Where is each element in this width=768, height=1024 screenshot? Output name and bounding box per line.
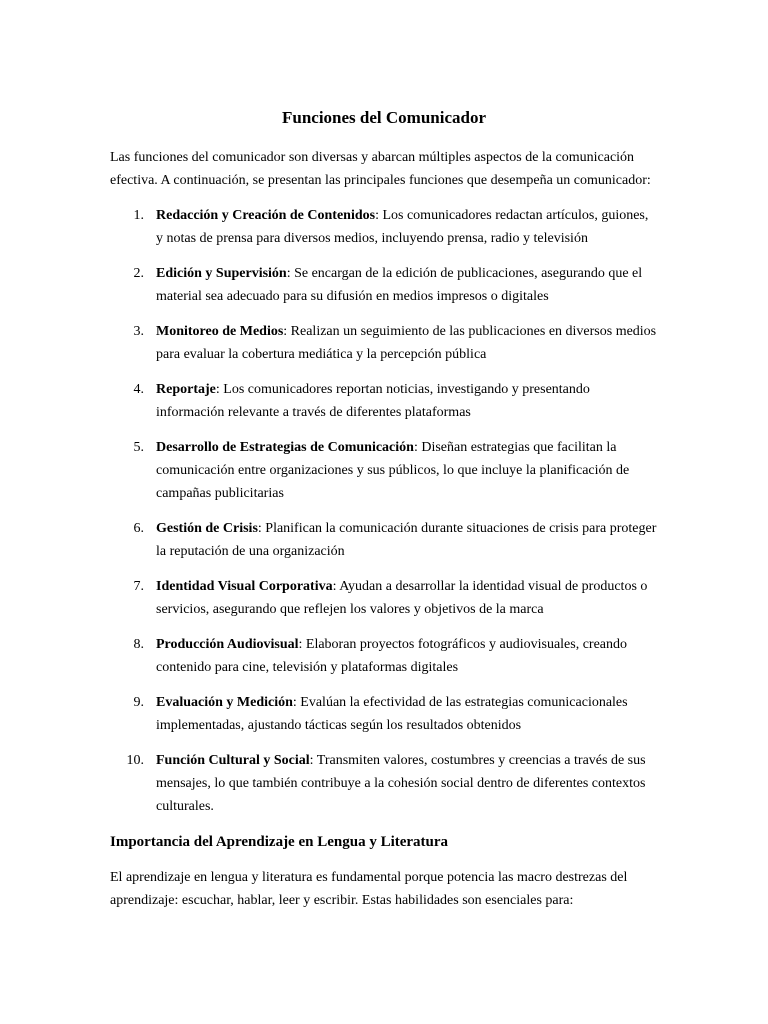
- functions-list: [110, 204, 658, 818]
- list-item: [110, 436, 658, 505]
- list-item: [110, 517, 658, 563]
- list-item: [110, 691, 658, 737]
- list-item-description: : Se encargan de la edición de publicaciones, asegurando que el material sea adecuado para su difusión en medios impresos o digitales: [156, 266, 643, 304]
- list-item-number: 8.: [133, 637, 144, 652]
- list-item-term: Función Cultural y Social: [156, 753, 310, 768]
- list-item: [110, 320, 658, 366]
- list-item-description: : Ayudan a desarrollar la identidad visual de productos o servicios, asegurando que reflejen los valores y objetivos de la marca: [156, 579, 648, 617]
- list-item-number: 9.: [133, 695, 144, 710]
- list-item: [110, 633, 658, 679]
- list-item-term: Desarrollo de Estrategias de Comunicación: [156, 440, 414, 455]
- list-item-description: : Los comunicadores reportan noticias, investigando y presentando información relevante a través de diferentes plataformas: [156, 382, 590, 420]
- list-item-number: 10.: [126, 753, 144, 768]
- list-item-number: 1.: [133, 208, 144, 223]
- list-item-number: 2.: [133, 266, 144, 281]
- list-item-term: Edición y Supervisión: [156, 266, 287, 281]
- list-item-number: 7.: [133, 579, 144, 594]
- list-item-term: Reportaje: [156, 382, 216, 397]
- list-item-description: : Diseñan estrategias que facilitan la comunicación entre organizaciones y sus públicos, lo que incluye la planificación de campañas publicitarias: [156, 440, 630, 501]
- section-paragraph: El aprendizaje en lengua y literatura es fundamental porque potencia las macro destrezas del aprendizaje: escuchar, hablar, leer y escribir. Estas habilidades son esenciales para:: [110, 870, 628, 908]
- list-item-term: Producción Audiovisual: [156, 637, 299, 652]
- list-item-description: : Los comunicadores redactan artículos, guiones, y notas de prensa para diversos medios, incluyendo prensa, radio y televisión: [156, 208, 649, 246]
- list-item: [110, 204, 658, 250]
- list-item-number: 6.: [133, 521, 144, 536]
- list-item-description: : Planifican la comunicación durante situaciones de crisis para proteger la reputación de una organización: [156, 521, 657, 559]
- list-item-description: : Realizan un seguimiento de las publicaciones en diversos medios para evaluar la cobertura mediática y la percepción pública: [156, 324, 657, 362]
- intro-paragraph: Las funciones del comunicador son diversas y abarcan múltiples aspectos de la comunicación efectiva. A continuación, se presentan las principales funciones que desempeña un comunicador:: [110, 150, 651, 188]
- list-item-number: 5.: [133, 440, 144, 455]
- list-item: [110, 378, 658, 424]
- list-item-term: Redacción y Creación de Contenidos: [156, 208, 376, 223]
- list-item: [110, 575, 658, 621]
- list-item: [110, 749, 658, 818]
- list-item-term: Evaluación y Medición: [156, 695, 293, 710]
- list-item-description: : Transmiten valores, costumbres y creencias a través de sus mensajes, lo que también contribuye a la cohesión social dentro de diferentes contextos culturales.: [156, 753, 646, 814]
- list-item-term: Gestión de Crisis: [156, 521, 258, 536]
- list-item-term: Monitoreo de Medios: [156, 324, 284, 339]
- list-item-description: : Evalúan la efectividad de las estrategias comunicacionales implementadas, ajustando tácticas según los resultados obtenidos: [156, 695, 628, 733]
- list-item-number: 3.: [133, 324, 144, 339]
- list-item: [110, 262, 658, 308]
- document-page: [110, 106, 658, 912]
- list-item-term: Identidad Visual Corporativa: [156, 579, 333, 594]
- document-title: Funciones del Comunicador: [281, 108, 487, 127]
- list-item-description: : Elaboran proyectos fotográficos y audiovisuales, creando contenido para cine, televisión y plataformas digitales: [156, 637, 628, 675]
- section-heading: Importancia del Aprendizaje en Lengua y Literatura: [110, 834, 449, 850]
- list-item-number: 4.: [133, 382, 144, 397]
